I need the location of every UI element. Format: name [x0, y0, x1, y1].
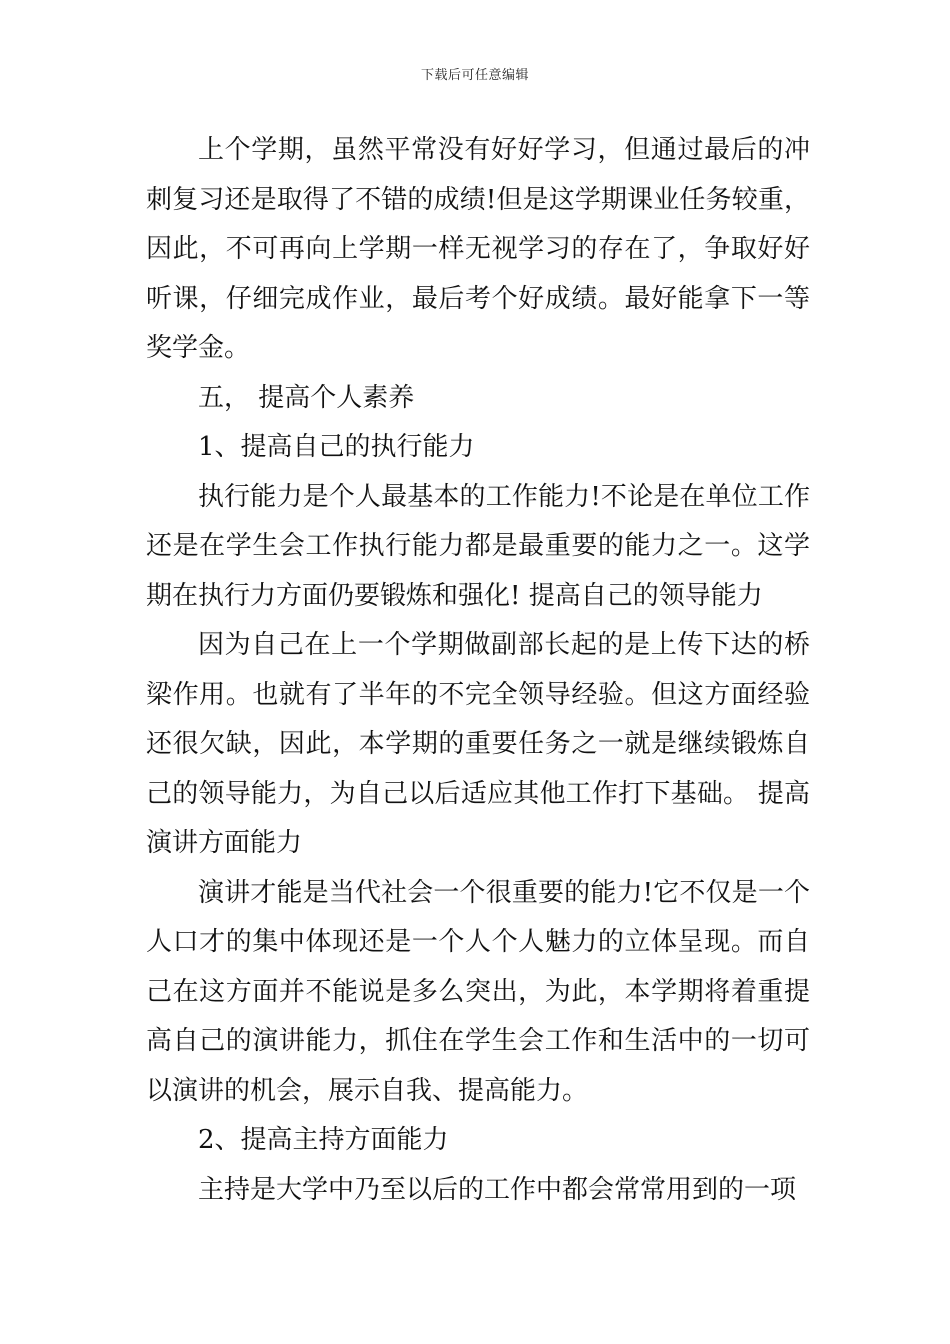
- page-header: 下载后可任意编辑: [420, 68, 529, 83]
- paragraph-hosting-ability: 主持是大学中乃至以后的工作中都会常常用到的一项: [198, 1174, 797, 1205]
- subheading-execution-ability: 1、提高自己的执行能力: [198, 432, 475, 462]
- paragraph-speech-ability: 演讲才能是当代社会一个很重要的能力!它不仅是一个人口才的集中体现还是一个人个人魅力的立体呈现。而自己在这方面并不能说是多么突出，为此，本学期将着重提高自己的演讲能力，抓住在学生会工作和生活中的一切可以演讲的机会，展示自我、提高能力。: [146, 877, 810, 1106]
- paragraph-leadership-ability: 因为自己在上一个学期做副部长起的是上传下达的桥梁作用。也就有了半年的不完全领导经验。但这方面经验还很欠缺，因此，本学期的重要任务之一就是继续锻炼自己的领导能力，为自己以后适应其他工作打下基础。 提高演讲方面能力: [146, 630, 810, 858]
- document-body: [146, 126, 810, 1215]
- paragraph-study-plan: 上个学期，虽然平常没有好好学习，但通过最后的冲刺复习还是取得了不错的成绩!但是这学期课业任务较重，因此，不可再向上学期一样无视学习的存在了，争取好好听课，仔细完成作业，最后考个好成绩。最好能拿下一等奖学金。: [146, 135, 810, 363]
- subheading-hosting-ability: 2、提高主持方面能力: [198, 1125, 449, 1155]
- paragraph-execution-ability: 执行能力是个人最基本的工作能力!不论是在单位工作还是在学生会工作执行能力都是最重要的能力之一。这学期在执行力方面仍要锻炼和强化! 提高自己的领导能力: [146, 481, 810, 611]
- section-heading-personal-quality: 五， 提高个人素养: [198, 382, 415, 413]
